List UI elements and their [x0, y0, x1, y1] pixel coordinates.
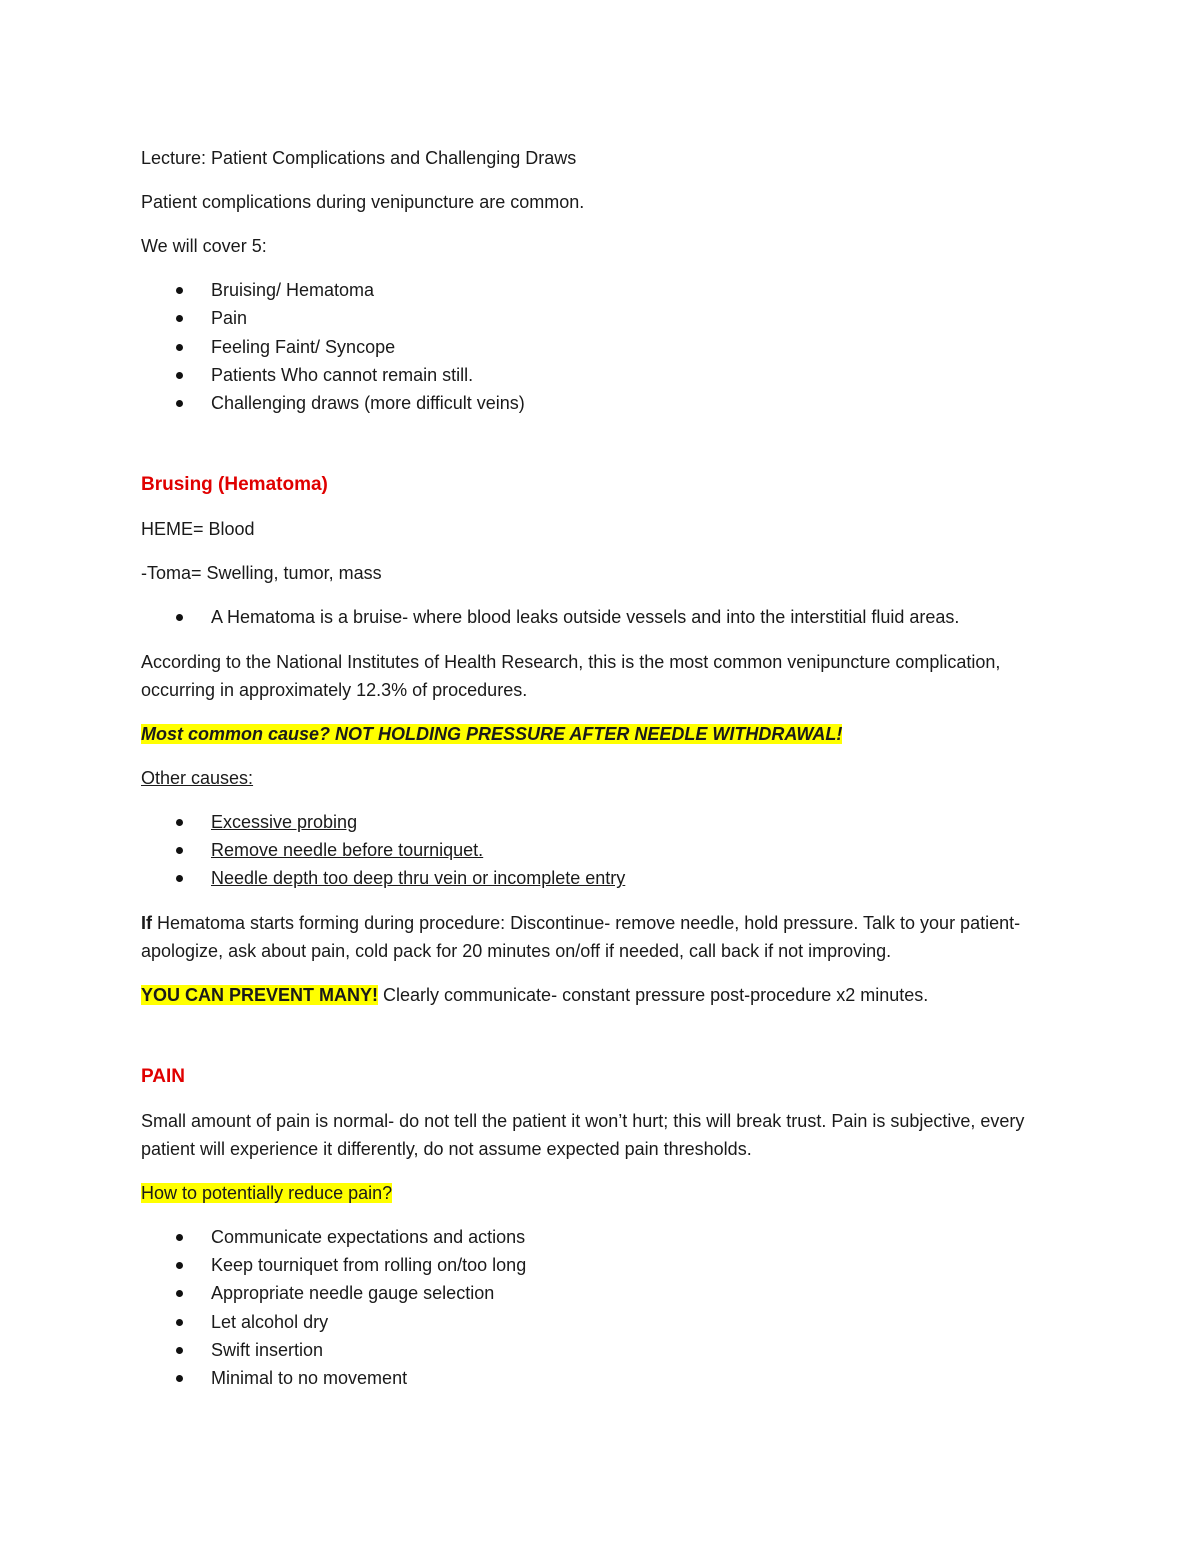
list-item: Keep tourniquet from rolling on/too long — [141, 1251, 1061, 1279]
document-title: Lecture: Patient Complications and Challenging Draws — [141, 148, 577, 168]
list-item: A Hematoma is a bruise- where blood leaks outside vessels and into the interstitial fluid areas. — [141, 603, 1061, 631]
bullet-icon — [176, 847, 183, 854]
bullet-icon — [176, 287, 183, 294]
list-item: Let alcohol dry — [141, 1308, 1061, 1336]
list-item: Communicate expectations and actions — [141, 1223, 1061, 1251]
reduce-pain-list — [141, 1223, 1061, 1393]
bullet-icon — [176, 1290, 183, 1297]
list-item: Pain — [141, 304, 1061, 332]
nih-paragraph: According to the National Institutes of Health Research, this is the most common venipuncture complication, occurring in approximately 12.3% of procedures. — [141, 651, 1001, 700]
toma-definition: -Toma= Swelling, tumor, mass — [141, 563, 382, 584]
list-item: Feeling Faint/ Syncope — [141, 333, 1061, 361]
list-item: Minimal to no movement — [141, 1364, 1061, 1392]
list-item: Bruising/ Hematoma — [141, 276, 1061, 304]
bullet-icon — [176, 400, 183, 407]
bullet-icon — [176, 875, 183, 882]
hematoma-list — [141, 603, 1061, 631]
list-item: Patients Who cannot remain still. — [141, 361, 1061, 389]
cover-label: We will cover 5: — [141, 236, 267, 256]
bullet-icon — [176, 315, 183, 322]
bullet-icon — [176, 819, 183, 826]
other-causes-list — [141, 808, 1061, 893]
list-item: Needle depth too deep thru vein or incomplete entry — [141, 864, 1061, 892]
list-item: Swift insertion — [141, 1336, 1061, 1364]
other-causes-label: Other causes: — [141, 767, 254, 788]
bullet-icon — [176, 372, 183, 379]
list-item: Appropriate needle gauge selection — [141, 1279, 1061, 1307]
pain-heading: PAIN — [141, 1065, 185, 1087]
list-item: Excessive probing — [141, 808, 1061, 836]
intro-text: Patient complications during venipuncture are common. — [141, 192, 585, 212]
bullet-icon — [176, 614, 183, 621]
list-item: Challenging draws (more difficult veins) — [141, 389, 1061, 417]
most-common-cause: Most common cause? NOT HOLDING PRESSURE AFTER NEEDLE WITHDRAWAL! — [141, 723, 843, 744]
bullet-icon — [176, 344, 183, 351]
bullet-icon — [176, 1347, 183, 1354]
if-forming-paragraph: If Hematoma starts forming during procedure: Discontinue- remove needle, hold pressure. Talk to your patient- apologize, ask about pain, cold pack for 20 minutes on/off if needed, call back if not improving. — [141, 912, 1021, 961]
bullet-icon — [176, 1234, 183, 1241]
cover-list — [141, 276, 1061, 417]
bullet-icon — [176, 1262, 183, 1269]
pain-paragraph: Small amount of pain is normal- do not tell the patient it won’t hurt; this will break trust. Pain is subjective, every patient will experience it differently, do not assume expected pain thresholds. — [141, 1110, 1025, 1159]
prevent-paragraph: YOU CAN PREVENT MANY! Clearly communicate- constant pressure post-procedure x2 minutes. — [141, 984, 929, 1005]
reduce-pain-label: How to potentially reduce pain? — [141, 1182, 393, 1203]
list-item: Remove needle before tourniquet. — [141, 836, 1061, 864]
heme-definition: HEME= Blood — [141, 519, 255, 540]
bullet-icon — [176, 1319, 183, 1326]
document-page — [141, 144, 1061, 1392]
bruising-heading: Brusing (Hematoma) — [141, 474, 328, 496]
bullet-icon — [176, 1375, 183, 1382]
